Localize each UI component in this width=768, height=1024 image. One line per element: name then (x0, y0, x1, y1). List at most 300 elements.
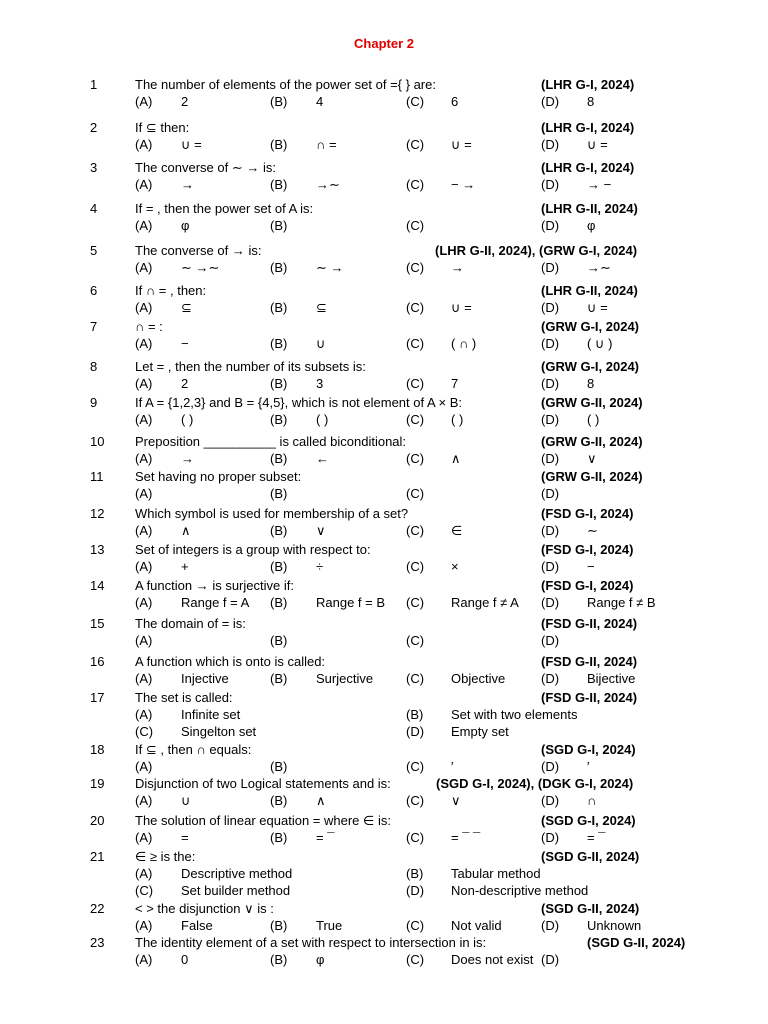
option-label: (A) (135, 866, 153, 881)
question-3 (0, 159, 768, 193)
option-text: ( ) (181, 412, 194, 427)
option-text: 2 (181, 376, 189, 391)
option-text: ← (316, 451, 329, 466)
option-label: (A) (135, 137, 153, 152)
option-text: Singelton set (181, 724, 257, 739)
options-row (0, 758, 768, 775)
option-text: Not valid (451, 918, 502, 933)
option-text: ∪ (181, 793, 191, 808)
option-text: ∪ = (451, 300, 472, 315)
option-text: φ (316, 952, 325, 967)
option-text: Bijective (587, 671, 636, 686)
question-number: 18 (90, 742, 105, 757)
question-number: 13 (90, 542, 105, 557)
question-11 (0, 468, 768, 502)
question-text: The solution of linear equation = where ∈ is: (135, 813, 391, 828)
option-label: (A) (135, 559, 153, 574)
options-row (0, 558, 768, 575)
option-label: (B) (270, 759, 288, 774)
option-label: (B) (270, 376, 288, 391)
option-text: →∼ (587, 260, 611, 275)
question-number: 5 (90, 243, 98, 258)
options-row (0, 706, 768, 723)
option-text: ∼ →∼ (181, 260, 220, 275)
option-text: × (451, 559, 459, 574)
question-number: 6 (90, 283, 98, 298)
question-8 (0, 358, 768, 392)
option-label: (C) (406, 218, 425, 233)
question-stem-row (0, 577, 768, 594)
option-label: (A) (135, 707, 153, 722)
question-text: Disjunction of two Logical statements and is: (135, 776, 391, 791)
question-source: (SGD G-I, 2024) (541, 742, 636, 757)
option-label: (C) (406, 94, 425, 109)
option-label: (D) (541, 260, 560, 275)
option-text: Does not exist (451, 952, 534, 967)
options-row (0, 594, 768, 611)
question-stem-row (0, 200, 768, 217)
option-text: →∼ (316, 177, 340, 192)
option-label: (B) (270, 260, 288, 275)
question-source: (LHR G-II, 2024) (541, 283, 638, 298)
option-text: φ (181, 218, 190, 233)
option-text: 0 (181, 952, 189, 967)
option-label: (C) (406, 595, 425, 610)
question-number: 3 (90, 160, 98, 175)
option-label: (D) (541, 451, 560, 466)
options-row (0, 259, 768, 276)
option-label: (B) (270, 595, 288, 610)
question-17 (0, 689, 768, 740)
option-text: ∪ = (451, 137, 472, 152)
question-stem-row (0, 812, 768, 829)
question-10 (0, 433, 768, 467)
option-label: (B) (270, 830, 288, 845)
question-stem-row (0, 741, 768, 758)
option-label: (D) (541, 559, 560, 574)
option-label: (C) (406, 137, 425, 152)
option-label: (C) (406, 177, 425, 192)
options-row (0, 632, 768, 649)
question-number: 20 (90, 813, 105, 828)
option-text: → (181, 177, 194, 192)
options-row (0, 335, 768, 352)
option-text: ∩ (587, 793, 597, 808)
option-label: (B) (270, 559, 288, 574)
option-label: (C) (406, 830, 425, 845)
options-row (0, 375, 768, 392)
option-text: Empty set (451, 724, 509, 739)
option-text: 2 (181, 94, 189, 109)
option-label: (D) (541, 918, 560, 933)
option-label: (D) (541, 137, 560, 152)
option-text: ∪ (316, 336, 326, 351)
question-source: (GRW G-II, 2024) (541, 395, 643, 410)
question-number: 16 (90, 654, 105, 669)
option-text: → (181, 451, 194, 466)
option-label: (A) (135, 952, 153, 967)
question-stem-row (0, 689, 768, 706)
option-text: 8 (587, 376, 595, 391)
options-row (0, 299, 768, 316)
option-text: → (451, 260, 464, 275)
question-number: 2 (90, 120, 98, 135)
option-label: (B) (270, 451, 288, 466)
question-stem-row (0, 848, 768, 865)
question-source: (LHR G-I, 2024) (541, 120, 635, 135)
question-23 (0, 934, 768, 968)
option-text: 8 (587, 94, 595, 109)
question-number: 12 (90, 506, 105, 521)
option-text: − (587, 559, 595, 574)
options-row (0, 829, 768, 846)
question-1 (0, 76, 768, 110)
question-stem-row (0, 900, 768, 917)
question-source: (GRW G-II, 2024) (541, 469, 643, 484)
option-text: ′ (587, 759, 590, 774)
option-text: = ¯ (587, 830, 606, 845)
option-label: (C) (406, 260, 425, 275)
option-label: (B) (270, 793, 288, 808)
option-text: ∨ (316, 523, 326, 538)
option-text: Surjective (316, 671, 374, 686)
question-number: 9 (90, 395, 98, 410)
question-source: (GRW G-II, 2024) (541, 434, 643, 449)
question-stem-row (0, 159, 768, 176)
question-text: < > the disjunction ∨ is : (135, 901, 274, 916)
options-row (0, 217, 768, 234)
options-row (0, 522, 768, 539)
option-text: Range f = B (316, 595, 386, 610)
option-label: (B) (270, 486, 288, 501)
option-text: ∈ (451, 523, 463, 538)
question-text: The converse of → is: (135, 243, 262, 258)
question-4 (0, 200, 768, 234)
question-19 (0, 775, 768, 809)
option-label: (C) (406, 336, 425, 351)
question-number: 23 (90, 935, 105, 950)
option-label: (B) (270, 671, 288, 686)
option-text: Range f ≠ B (587, 595, 656, 610)
question-15 (0, 615, 768, 649)
option-label: (C) (406, 451, 425, 466)
question-source: (FSD G-I, 2024) (541, 542, 634, 557)
question-text: The number of elements of the power set of ={ } are: (135, 77, 436, 92)
question-16 (0, 653, 768, 687)
option-label: (B) (270, 336, 288, 351)
option-label: (A) (135, 671, 153, 686)
options-row (0, 951, 768, 968)
question-text: Set having no proper subset: (135, 469, 302, 484)
question-text: Let = , then the number of its subsets is: (135, 359, 366, 374)
question-source: (FSD G-I, 2024) (541, 578, 634, 593)
option-text: ∪ = (181, 137, 202, 152)
option-label: (B) (270, 177, 288, 192)
option-text: ∪ = (587, 137, 608, 152)
option-label: (B) (270, 523, 288, 538)
question-source: (GRW G-I, 2024) (541, 359, 640, 374)
option-text: Injective (181, 671, 229, 686)
question-source: (LHR G-I, 2024) (541, 160, 635, 175)
question-stem-row (0, 468, 768, 485)
question-source: (LHR G-II, 2024) (541, 201, 638, 216)
option-text: Tabular method (451, 866, 541, 881)
question-stem-row (0, 541, 768, 558)
option-text: ∨ (451, 793, 461, 808)
question-text: The converse of ∼ → is: (135, 160, 276, 175)
option-label: (C) (406, 376, 425, 391)
question-text: Which symbol is used for membership of a set? (135, 506, 409, 521)
option-label: (C) (135, 883, 154, 898)
option-text: Infinite set (181, 707, 241, 722)
option-text: False (181, 918, 213, 933)
question-9 (0, 394, 768, 428)
option-label: (B) (270, 918, 288, 933)
question-20 (0, 812, 768, 846)
option-label: (A) (135, 595, 153, 610)
question-text: The domain of = is: (135, 616, 246, 631)
question-number: 17 (90, 690, 105, 705)
question-14 (0, 577, 768, 611)
question-source: (SGD G-I, 2024), (DGK G-I, 2024) (436, 776, 634, 791)
option-label: (B) (270, 218, 288, 233)
option-text: 6 (451, 94, 459, 109)
option-label: (A) (135, 759, 153, 774)
question-text: The identity element of a set with respect to intersection in is: (135, 935, 487, 950)
question-stem-row (0, 653, 768, 670)
option-text: = (181, 830, 189, 845)
question-number: 4 (90, 201, 98, 216)
question-text: If ∩ = , then: (135, 283, 207, 298)
question-stem-row (0, 242, 768, 259)
option-label: (D) (541, 671, 560, 686)
options-row (0, 670, 768, 687)
option-label: (D) (541, 759, 560, 774)
option-label: (A) (135, 376, 153, 391)
option-text: Non-descriptive method (451, 883, 589, 898)
question-text: If ⊆ , then ∩ equals: (135, 742, 252, 757)
question-number: 22 (90, 901, 105, 916)
options-row (0, 411, 768, 428)
option-label: (C) (406, 793, 425, 808)
option-text: Set builder method (181, 883, 291, 898)
option-text: ( ) (451, 412, 464, 427)
option-label: (A) (135, 523, 153, 538)
question-stem-row (0, 119, 768, 136)
question-text: The set is called: (135, 690, 233, 705)
question-source: (FSD G-I, 2024) (541, 506, 634, 521)
options-row (0, 917, 768, 934)
option-text: ∼ → (316, 260, 344, 275)
question-stem-row (0, 282, 768, 299)
option-label: (B) (270, 633, 288, 648)
question-source: (FSD G-II, 2024) (541, 690, 638, 705)
option-label: (B) (270, 94, 288, 109)
option-label: (B) (270, 952, 288, 967)
option-label: (B) (406, 707, 424, 722)
option-text: ∪ = (587, 300, 608, 315)
option-text: → − (587, 177, 612, 192)
option-label: (A) (135, 486, 153, 501)
question-22 (0, 900, 768, 934)
option-label: (D) (541, 952, 560, 967)
option-text: φ (587, 218, 596, 233)
question-stem-row (0, 76, 768, 93)
option-text: 3 (316, 376, 324, 391)
option-text: Range f = A (181, 595, 250, 610)
option-label: (A) (135, 633, 153, 648)
option-label: (D) (406, 724, 425, 739)
option-label: (D) (541, 218, 560, 233)
question-number: 1 (90, 77, 98, 92)
option-label: (A) (135, 94, 153, 109)
option-label: (C) (406, 559, 425, 574)
option-label: (C) (406, 412, 425, 427)
option-label: (A) (135, 260, 153, 275)
option-text: ⊆ (316, 300, 327, 315)
option-text: 7 (451, 376, 459, 391)
option-text: Objective (451, 671, 506, 686)
question-source: (SGD G-II, 2024) (541, 849, 640, 864)
question-text: ∩ = : (135, 319, 163, 334)
options-row (0, 93, 768, 110)
option-label: (C) (406, 486, 425, 501)
options-row (0, 723, 768, 740)
option-text: ∧ (451, 451, 461, 466)
option-label: (D) (541, 300, 560, 315)
question-stem-row (0, 433, 768, 450)
question-text: A function → is surjective if: (135, 578, 294, 593)
question-stem-row (0, 505, 768, 522)
question-number: 21 (90, 849, 105, 864)
option-text: Range f ≠ A (451, 595, 519, 610)
option-label: (C) (406, 523, 425, 538)
question-text: A function which is onto is called: (135, 654, 326, 669)
option-text: Descriptive method (181, 866, 293, 881)
options-row (0, 865, 768, 882)
question-number: 14 (90, 578, 105, 593)
option-text: ( ) (316, 412, 329, 427)
question-stem-row (0, 775, 768, 792)
options-row (0, 136, 768, 153)
option-label: (D) (541, 94, 560, 109)
option-label: (C) (406, 759, 425, 774)
options-row (0, 176, 768, 193)
question-source: (SGD G-II, 2024) (587, 935, 686, 950)
question-text: Preposition __________ is called biconditional: (135, 434, 407, 449)
option-label: (D) (541, 830, 560, 845)
option-label: (D) (541, 177, 560, 192)
question-number: 8 (90, 359, 98, 374)
question-2 (0, 119, 768, 153)
option-label: (D) (541, 523, 560, 538)
options-row (0, 450, 768, 467)
option-label: (C) (406, 300, 425, 315)
question-12 (0, 505, 768, 539)
option-label: (D) (541, 412, 560, 427)
option-text: ′ (451, 759, 454, 774)
question-source: (SGD G-I, 2024) (541, 813, 636, 828)
option-text: ( ∪ ) (587, 336, 613, 351)
option-label: (A) (135, 412, 153, 427)
option-label: (A) (135, 451, 153, 466)
option-label: (C) (406, 952, 425, 967)
question-source: (LHR G-I, 2024) (541, 77, 635, 92)
option-label: (B) (270, 300, 288, 315)
option-label: (A) (135, 177, 153, 192)
option-label: (C) (406, 918, 425, 933)
option-label: (A) (135, 300, 153, 315)
option-text: ∩ = (316, 137, 337, 152)
question-source: (GRW G-I, 2024) (541, 319, 640, 334)
question-number: 19 (90, 776, 105, 791)
option-text: ⊆ (181, 300, 192, 315)
option-label: (D) (541, 595, 560, 610)
options-row (0, 882, 768, 899)
option-text: 4 (316, 94, 324, 109)
question-text: If ⊆ then: (135, 120, 190, 135)
question-source: (LHR G-II, 2024), (GRW G-I, 2024) (435, 243, 638, 258)
options-row (0, 485, 768, 502)
question-6 (0, 282, 768, 316)
option-text: Unknown (587, 918, 642, 933)
question-stem-row (0, 318, 768, 335)
question-18 (0, 741, 768, 775)
option-label: (D) (541, 486, 560, 501)
option-label: (A) (135, 830, 153, 845)
question-stem-row (0, 934, 768, 951)
option-text: ∼ (587, 523, 598, 538)
question-stem-row (0, 615, 768, 632)
question-text: If = , then the power set of A is: (135, 201, 314, 216)
question-source: (SGD G-II, 2024) (541, 901, 640, 916)
option-text: ∧ (181, 523, 191, 538)
option-label: (A) (135, 918, 153, 933)
option-text: − → (451, 177, 476, 192)
option-text: ÷ (316, 559, 324, 574)
question-13 (0, 541, 768, 575)
option-label: (D) (541, 376, 560, 391)
option-text: Set with two elements (451, 707, 578, 722)
question-number: 10 (90, 434, 105, 449)
option-label: (A) (135, 793, 153, 808)
option-label: (D) (541, 793, 560, 808)
question-5 (0, 242, 768, 276)
option-label: (C) (135, 724, 154, 739)
option-label: (A) (135, 218, 153, 233)
option-label: (A) (135, 336, 153, 351)
option-text: = ¯ ¯ (451, 830, 481, 845)
question-stem-row (0, 358, 768, 375)
option-label: (B) (270, 412, 288, 427)
option-label: (D) (541, 633, 560, 648)
question-source: (FSD G-II, 2024) (541, 616, 638, 631)
option-text: = ¯ (316, 830, 335, 845)
option-label: (D) (406, 883, 425, 898)
option-label: (C) (406, 671, 425, 686)
option-label: (B) (406, 866, 424, 881)
option-text: + (181, 559, 189, 574)
option-text: ∧ (316, 793, 326, 808)
page-title: Chapter 2 (354, 36, 414, 51)
option-text: ∨ (587, 451, 597, 466)
option-text: True (316, 918, 343, 933)
question-source: (FSD G-II, 2024) (541, 654, 638, 669)
question-21 (0, 848, 768, 899)
question-number: 7 (90, 319, 98, 334)
question-text: Set of integers is a group with respect to: (135, 542, 371, 557)
option-text: ( ) (587, 412, 600, 427)
